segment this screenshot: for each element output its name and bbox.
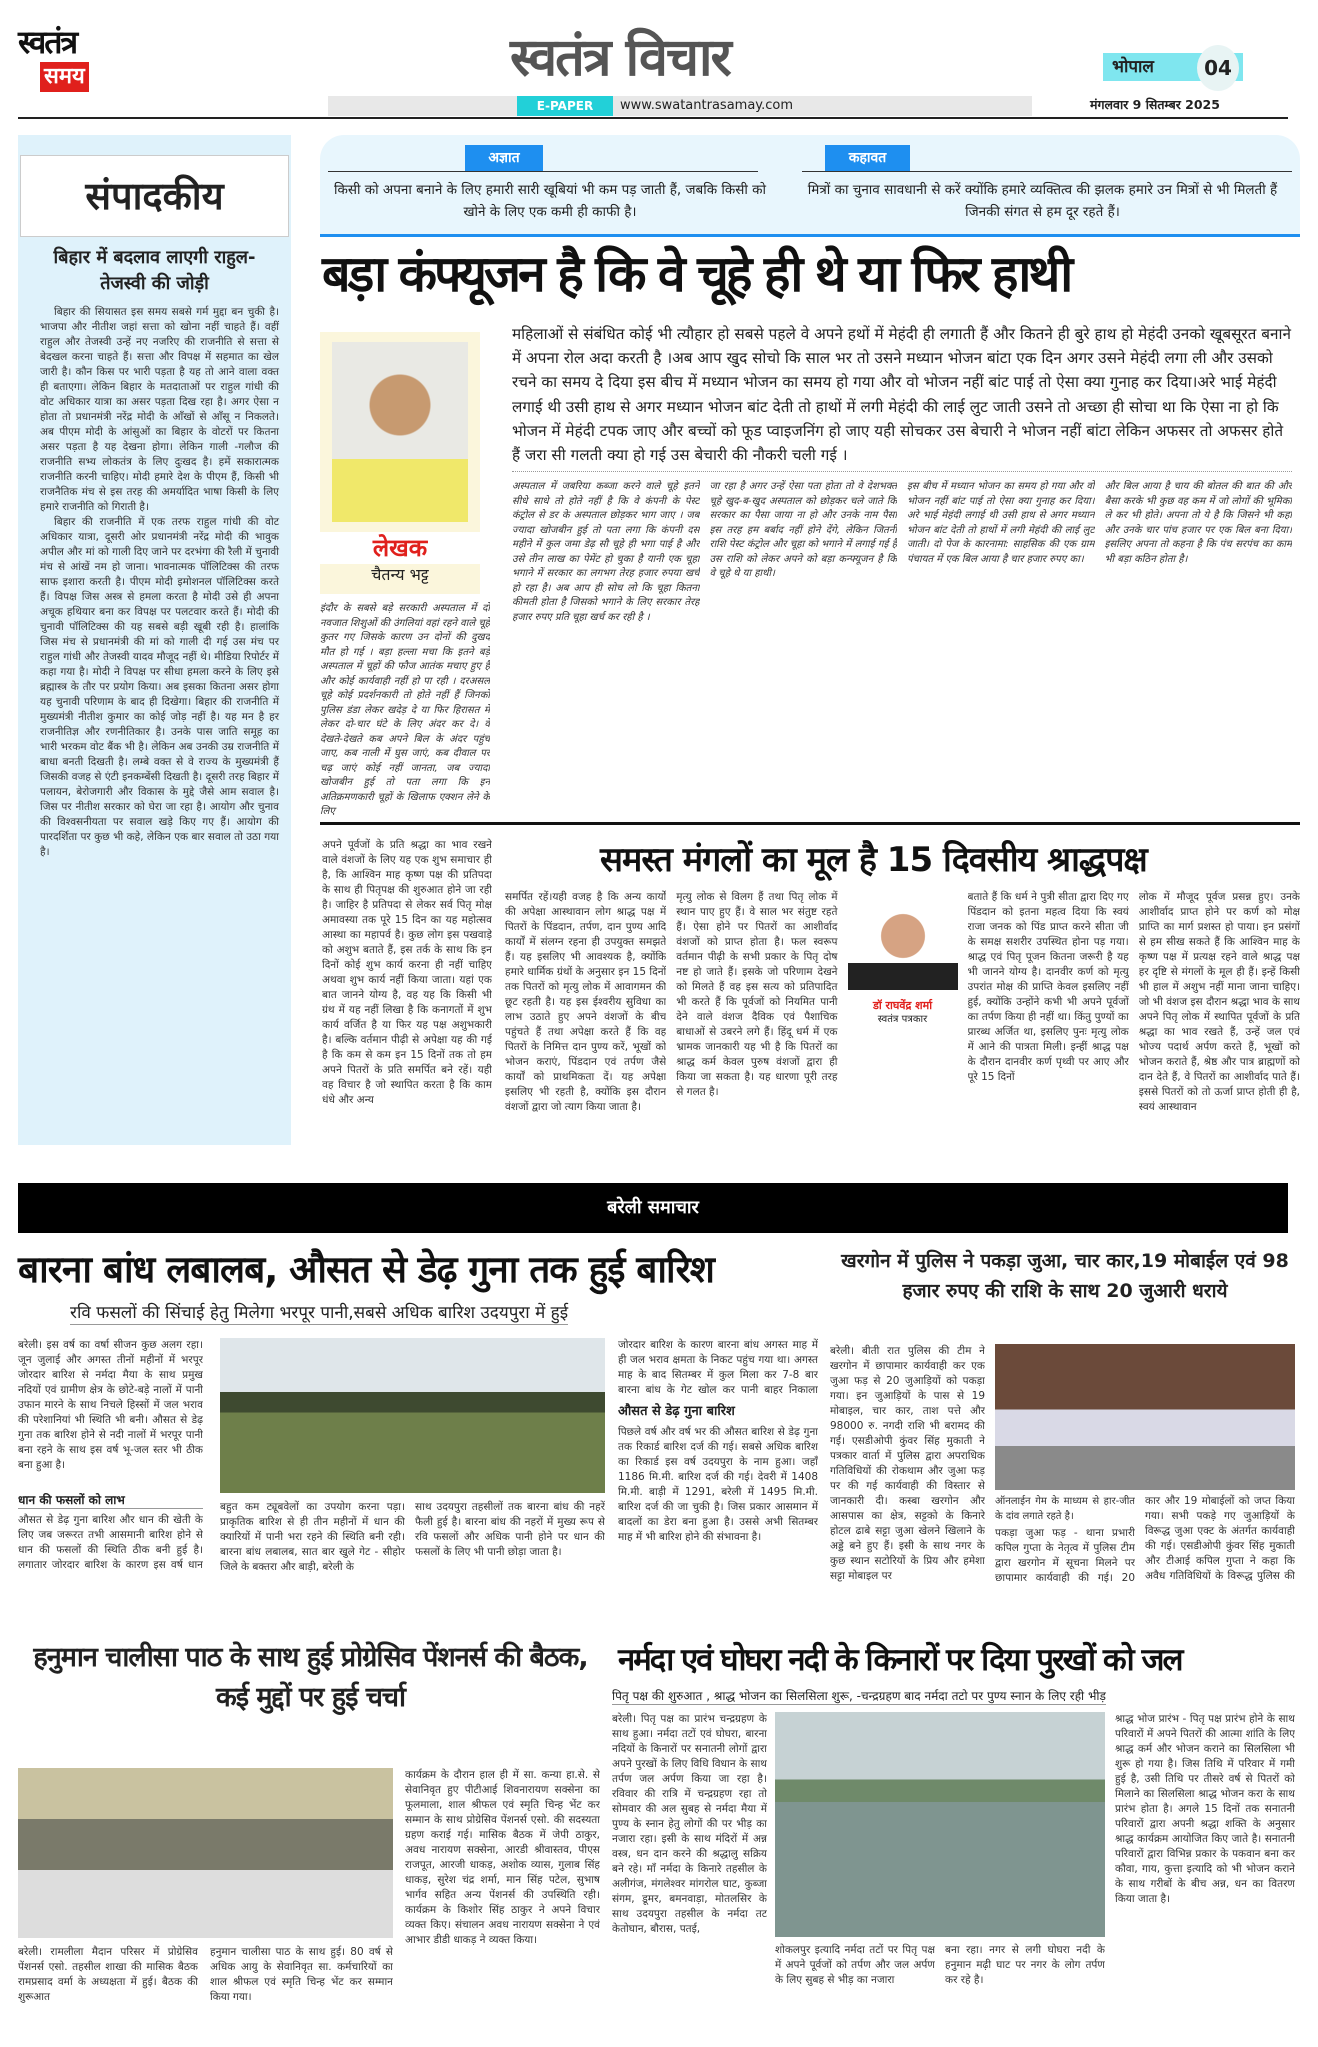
- photo-caption: शोकलपुर इत्यादि नर्मदा तटों पर पितृ पक्ष में अपने पूर्वजों को तर्पण और जल अर्पण के लिए सुबह से भीड़ का नजारा: [775, 1944, 935, 1986]
- edition-city: भोपाल: [1112, 57, 1154, 77]
- author-photo: [848, 900, 958, 990]
- river-bathing-photo: [775, 1712, 1105, 1937]
- photo-caption: बना रहा। नगर से लगी घोघरा नदी के हनुमान मढ़ी घाट पर नगर के लोग तर्पण कर रहे है।: [945, 1944, 1105, 1986]
- lead-column: अस्पताल में जबरिया कब्जा करने वाले चूहे इतने सीधे साधे तो होते नहीं है कि वे कंपनी के पेस्ट कंट्रोल से डर के अस्पताल छोड़कर भाग जाए । जब ज्यादा खोजबीन हुई तो पता लगा कि कंपनी दस महीने में कुल जमा डेढ़ सौ चूहे ही भगा पाई है और उसे तीन लाख का पेमेंट हो चुका है यानी एक चूहा भगाने में सरकार का लगभग तेरह हजार रुपया खर्च हो रहा है। अब आप ही सोच लो कि चूहा कितना कीमती होता है जिसको भगाने के लिए सरकार तेरह हजार रुपए प्रति चूहा खर्च कर रही है ।: [512, 481, 700, 623]
- epaper-badge: E-PAPER: [517, 96, 613, 116]
- narmada-body: बरेली। पितृ पक्ष का प्रारंभ चन्द्रग्रहण के साथ हुआ। नर्मदा तटों एवं घोघरा, बारना नदियों के किनारों पर सनातनी लोगों द्वारा अपने पुरखों के लिए विधि विधान के साथ तर्पण जल अर्पण किया जा रहा है। रविवार की रात्रि में चन्द्रग्रहण रहा तो सोमवार की अल सुबह से नर्मदा मैया में पुण्य के स्नान हेतु लोगों की पर भीड़ का नजारा रहा। इसी के साथ मंदिरों में अन्न वस्त्र, धन दान करने की श्रद्धालु सक्रिय बने रहे। माँ नर्मदा के किनारे तहसील के अलीगंज, मंगलेश्वर मांगरोल घाट, कुब्जा संगम, डूमर, बमनवाड़ा, मोतलसिर के साथ उदयपुरा तहसील के नर्मदा तट केतोघान, बौरास, पतई,: [612, 1713, 767, 1935]
- dam-photo: [220, 1338, 605, 1493]
- shraddh-headline: समस्त मंगलों का मूल है 15 दिवसीय श्राद्धपक्ष: [600, 840, 1147, 880]
- quote-box: [320, 135, 1300, 237]
- editorial-column: [18, 135, 291, 1145]
- shraddh-column: समर्पित रहें।यही वजह है कि अन्य कार्यों की अपेक्षा आस्थावान लोग श्राद्ध पक्ष में पितरों के पिंडदान, तर्पण, दान पुण्य आदि कार्यों में संलग्न रहना ही उपयुक्त समझते हैं। यह इसलिए भी आवश्यक है, क्योंकि हमारे धार्मिक ग्रंथों के अनुसार इन 15 दिनों तक पितरों को मृत्यु लोक में आवागमन की छूट रहती है। यह इस ईश्वरीय सुविधा का लाभ उठाते हुए अपने वंशजों के बीच पहुंचते हैं तथा अपेक्षा करते हैं कि वह पितरों के निमित्त दान पुण्य करें, भूखों को भोजन कराएं, पिंडदान एवं तर्पण जैसे कार्यों को प्राथमिकता दें। यह अपेक्षा इसलिए भी रहती है, क्योंकि इस दौरान वंशजों द्वारा जो त्याग किया जाता है।: [505, 891, 667, 1113]
- photo-caption: ऑनलाईन गेम के माध्यम से हार-जीत के दांव लगाते रहते है।: [995, 1496, 1135, 1522]
- author-name: चैतन्य भट्ट: [371, 565, 429, 584]
- barna-subhead: धान की फसलों को लाभ: [18, 1492, 203, 1509]
- lead-column: और बिल आया है चाय की बोतल की बात की और बैसा करके भी कुछ वह कम में जो लोगों की भूमिका ले कर भी होते। अपना तो ये है कि जिसने भी कहा और उनके चार पांच हजार पर एक बिल बना दिया। इसलिए अपना तो कहना है कि पंच सरपंच का काम भी बड़ा कठिन होता है।: [1104, 481, 1292, 565]
- editorial-headline: बिहार में बदलाव लाएगी राहुल-तेजस्वी की जोड़ी: [53, 247, 256, 294]
- masthead-rule: [18, 117, 1288, 119]
- quote-label-proverb: कहावत: [825, 145, 910, 171]
- masthead-logo: [18, 22, 108, 92]
- author-photo: [332, 342, 468, 522]
- barna-body: साथ उदयपुरा तहसीलों तक बारना बांध की नहरें फैली हुई है। बारना बांध की नहरों में मुख्य रूप से रवि फसलों और अधिक पानी होने पर धान की फसलों के लिए भी पानी छोड़ा जाता है।: [415, 1501, 605, 1558]
- khargone-body: कार और 19 मोबाईलों को जप्त किया गया। सभी पकड़े गए जुआड़ियों के विरूद्ध जुआ एक्ट के अंतर्गत कार्यवाही की गई। एसडीओपी कुंवर सिंह मुकाती और टीआई कपिल गुप्ता ने कहा कि अवैध गतिविधियों के विरूद्ध पुलिस की: [1145, 1495, 1295, 1582]
- shraddh-column: अपने पूर्वजों के प्रति श्रद्धा का भाव रखने वाले वंशजों के लिए यह एक शुभ समाचार ही है, कि आश्विन माह कृष्ण पक्ष की प्रतिपदा के साथ ही पितृपक्ष की शुरुआत होने जा रही है। जाहिर है प्रतिपदा से लेकर सर्व पितृ मोक्ष अमावस्या तक पूरे 15 दिन का यह महोत्सव आस्था का महापर्व है। कुछ लोग इस पखवाड़े को अशुभ बताते हैं, इस तर्क के साथ कि इन दिनों कोई शुभ कार्य करना ही नहीं चाहिए अथवा शुभ कार्य नहीं किया जाता। यहां एक बात जानने योग्य है, वह यह कि किसी भी ग्रंथ में यह नहीं लिखा है कि कनागतों में शुभ कार्य वर्जित है या फिर यह पक्ष अशुभकारी है। बल्कि वर्तमान पीढ़ी से अपेक्षा यह की गई है कि कम से कम इन 15 दिनों तक तो हम अपने पितरों के प्रति समर्पित बने रहें। यही वह विचार है जो स्थापित करता है कि काम धंधे और अन्य: [322, 839, 492, 1106]
- author-label: लेखक: [320, 532, 480, 564]
- barna-body: औसत से डेढ़ गुना बारिश और धान की खेती के लिए जब जरूरत तभी आसमानी बारिश होने से धान की फसलों की स्थिति ठीक बनी हुई है। लगातार जोरदार बारिश के कारण इस वर्ष धान: [18, 1514, 203, 1571]
- narmada-headline: नर्मदा एवं घोघरा नदी के किनारों पर दिया पुरखों को जल: [618, 1642, 1182, 1678]
- section-bar: [18, 1183, 1288, 1233]
- author-name: डॉ राघवेंद्र शर्मा: [872, 999, 933, 1012]
- website-link[interactable]: www.swatantrasamay.com: [620, 98, 794, 113]
- narmada-subheadline: पितृ पक्ष की शुरुआत , श्राद्ध भोजन का सिलसिला शुरू, -चन्द्रग्रहण बाद नर्मदा तटो पर पुण्य स्नान के लिए रही भीड़: [612, 1689, 1106, 1703]
- barna-body: पिछले वर्ष और वर्ष भर की औसत बारिश से डेढ़ गुना तक रिकार्ड बारिश दर्ज की गई। सबसे अधिक बारिश का रिकार्ड इस वर्ष उदयपुरा के नाम हुआ। जहाँ 1186 मि.मी. बारिश दर्ज की गई। देवरी में 1408 मि.मी. बाड़ी में 1291, बरेली में 1495 मि.मी. बारिश दर्ज की जा चुकी है। जिस प्रकार आसमान में बादलों का डेरा बना हुआ है। उससे अभी सितम्बर माह में भी बारिश होने की संभावना है।: [618, 1426, 818, 1543]
- barna-body: जोरदार बारिश के कारण बारना बांध अगस्त माह में ही जल भराव क्षमता के निकट पहुंच गया था। अगस्त माह के बाद सितम्बर में कुल मिला कर 7-8 बार बारना बांध के गेट खोल कर पानी बाहर निकाला: [618, 1339, 818, 1396]
- shraddh-column: लोक में मौजूद पूर्वज प्रसन्न हुए। उनके आशीर्वाद प्राप्त होने पर कर्ण को मोक्ष प्राप्ति का मार्ग प्रशस्त हो पाया। इन प्रसंगों से हम सीख सकते हैं कि आश्विन माह के कृष्ण पक्ष में प्रत्यक्ष रहने वाले श्राद्ध पक्ष हर दृष्टि से मंगलों के मूल ही हैं। इन्हें किसी भी हाल में अशुभ नहीं माना जाना चाहिए। जो भी वंशज इस दौरान श्रद्धा भाव के साथ अपने पितृ लोक में स्थापित पूर्वजों के प्रति श्रद्धा का भाव रखते हैं, उन्हें जल एवं भोज्य पदार्थ अर्पण करते हैं, भूखों को भोजन कराते हैं, श्रेष्ठ और पात्र ब्राह्मणों को दान देते हैं, वे पितरों का आशीर्वाद पाते हैं। इससे पितरों को तो ऊर्जा प्राप्त होती ही है, स्वयं आस्थावान: [1138, 891, 1300, 1113]
- author-photo-box: [320, 332, 480, 594]
- page-number: 04: [1197, 45, 1239, 91]
- barna-body: बहुत कम ट्यूबवेलों का उपयोग करना पड़ा। प्राकृतिक बारिश से ही तीन महीनों में धान की क्यारियों में पानी भरा रहने की स्थिति बनी रही। बारना बांध लबालब, सात बार खुले गेट - सीहोर जिले के बक्तरा और बाड़ी, बरेली के: [220, 1501, 405, 1573]
- hanuman-headline: हनुमान चालीसा पाठ के साथ हुई प्रोग्रेसिव पेंशनर्स की बैठक, कई मुद्दों पर हुई चर्चा: [33, 1642, 588, 1713]
- shraddh-column: मृत्यु लोक से विलग हैं तथा पितृ लोक में स्थान पाए हुए हैं। वे साल भर संतुष्ट रहते हैं। ऐसा होने पर पितरों का आशीर्वाद वंशजों को प्राप्त होता है। फल स्वरूप वर्तमान पीढ़ी के सभी प्रकार के पितृ दोष नष्ट हो जाते हैं। इसके जो परिणाम देखने को मिलते हैं वह इस सत्य को प्रतिपादित भी करते हैं कि पूर्वजों को नियमित पानी देने वाले वंशज दैविक एवं पैशाचिक बाधाओं से उबरने लगे हैं। हिंदू धर्म में एक भ्रामक जानकारी यह भी है कि पितरों का श्राद्ध कर्म केवल पुरुष वंशजों द्वारा ही किया जा सकता है। यह धारणा पूरी तरह से गलत है।: [676, 891, 838, 1098]
- quote-text: किसी को अपना बनाने के लिए हमारी सारी खूबियां भी कम पड़ जाती हैं, जबकि किसी को खोने के लिए एक कमी ही काफी है।: [333, 182, 767, 220]
- masthead-title: स्वतंत्र विचार: [510, 28, 730, 88]
- khargone-body: बरेली। बीती रात पुलिस की टीम ने खरगोन में छापामार कार्यवाही कर एक जुआ फड़ से 20 जुआड़ियों को पकड़ा गया। इन जुआड़ियों के पास से 19 मोबाइल, चार कार, ताश पत्ते और 98000 रु. नगदी राशि भी बरामद की गई। एसडीओपी कुंवर सिंह मुकाती ने पत्रकार वार्ता में पुलिस द्वारा अपराधिक गतिविधियों की रोकथाम और जुआ फड़ पर की गई कार्यवाही की विस्तार से जानकारी दी। कस्बा खरगोन और आसपास का क्षेत्र, सट्टको के किनारे होटल ढाबे सट्टा जुआ खेलने खिलाने के अड्डे बने हुए हैं। इसी के साथ नगर के कुछ स्थान सटोरियों के प्रिय और हमेशा सट्टा मोबाइल पर: [830, 1345, 985, 1582]
- hanuman-body: हनुमान चालीसा पाठ के साथ हुई। 80 वर्ष से अधिक आयु के सेवानिवृत सा. कर्मचारियों का शाल श्रीफल एवं स्मृति चिन्ह भेंट कर सम्मान किया गया।: [210, 1946, 393, 2003]
- hanuman-body: कार्यक्रम के दौरान हाल ही में सा. कन्या हा.से. से सेवानिवृत हुए पीटीआई शिवनारायण सक्सेना का फूलमाला, शाल श्रीफल एवं स्मृति चिन्ह भेंट कर सम्मान के साथ प्रोग्रेसिव पेंशनर्स एसो. की सदस्यता ग्रहण कराई गई। मासिक बैठक में जेपी ठाकुर, अवध नारायण सक्सेना, आरडी श्रीवास्तव, पीएस राजपूत, आरजी धाकड़, अशोक व्यास, गुलाब सिंह धाकड़, सुरेश चंद्र शर्मा, मान सिंह पटेल, सुभाष भार्गव सहित अन्य पेंशनर्स की उपस्थिति रही। कार्यक्रम के किशोर सिंह ठाकुर ने अपने विचार व्यक्त किए। संचालन अवध नारायण सक्सेना ने एवं आभार डीडी धाकड़ ने व्यक्त किया।: [405, 1769, 600, 1946]
- editorial-section-title: संपादकीय: [20, 155, 289, 237]
- barna-subhead: औसत से डेढ़ गुना बारिश: [618, 1404, 735, 1419]
- editorial-body: बिहार की राजनीति में एक तरफ राहुल गांधी की वोट अधिकार यात्रा, दूसरी ओर प्रधानमंत्री नरेंद्र मोदी की भावुक अपील और मां को गाली दिए जाने पर दरभंगा की रैली में चुनावी मंच से आंखें नम हो जाना। भावनात्मक पॉलिटिक्स की तरफ साफ इशारा करती है। पीएम मोदी इमोशनल पॉलिटिक्स करते हैं। विपक्ष जिस अस्त्र से हमला करता है मोदी उसे ही अपना अचूक हथियार बना कर विपक्ष पर पलटवार करते हैं। मोदी की चुनावी पॉलिटिक्स की यह सबसे बड़ी खूबी रही है। हालांकि जिस मंच से प्रधानमंत्री की मां को गाली दी गई उस मंच पर राहुल गांधी और तेजस्वी यादव मौजूद नहीं थे। मीडिया रिपोर्टर में कहा गया है। मोदी ने विपक्ष पर सीधा हमला करने के लिए इसे ब्रह्मास्त्र के तौर पर प्रयोग किया। अब इसका कितना असर होगा यह चुनावी परिणाम के बाद ही दिखेगा। बिहार की राजनीति में मुख्यमंत्री नीतीश कुमार का कोई जोड़ नहीं है। यह मन है हर राजनीतिज्ञ और रणनीतिकार है। उनके पास जाति समूह का भारी भरकम वोट बैंक भी है। लेकिन अब उनकी उम्र राजनीति में बाधा बनती दिखती है। लम्बे वक्त से वे राज्य के मुख्यमंत्री हैं जिसकी वजह से एंटी इनकम्बेंसी दिखती है। दूसरी तरह बिहार में पलायन, बेरोजगारी और विकास के मुद्दे जैसे आम सवाल है। जिस पर नीतीश सरकार को घेरा जा रहा है। आयोग और चुनाव की विश्वसनीयता पर सवाल खड़े किए गए हैं। आयोग की पारदर्शिता पर कुछ भी कहे, लेकिन एक बार सवाल तो उठा गया है।: [40, 516, 279, 858]
- barna-body: बरेली। इस वर्ष का वर्षा सीजन कुछ अलग रहा। जून जुलाई और अगस्त तीनों महीनों में भरपूर जोरदार बारिश से नर्मदा मैया के साथ प्रमुख नदियों एवं ग्रामीण क्षेत्र के छोटे-बड़े नालों में पानी उफान मारने के साथ निचले हिस्सों में जल भराव की परेशानियां भी स्थिति भी बनी। औसत से डेढ़ गुना तक बारिश होने से नदी नालों में भरपूर पानी बना रहने के साथ इस वर्ष भू-जल स्तर भी ठीक बना हुआ है।: [18, 1339, 203, 1471]
- logo-bottom: समय: [40, 62, 89, 92]
- shraddh-column: बताते हैं कि धर्म ने पुत्री सीता द्वारा दिए गए पिंडदान को इतना महत्व दिया कि स्वयं राजा जनक को पिंड प्राप्त करने सीता जी के समक्ष सशरीर उपस्थित होना पड़ गया। श्राद्ध एवं पितृ पूजन कितना जरूरी है यह भी जानने योग्य है। दानवीर कर्ण को मृत्यु उपरांत मोक्ष की प्राप्ति केवल इसलिए नहीं हुई, क्योंकि उन्होंने कभी भी अपने पूर्वजों का तर्पण किया ही नहीं था। किंतु पुण्यों का प्रारब्ध अर्जित था, इसलिए पुनः मृत्यु लोक में आने की पात्रता मिली। इन्हीं श्राद्ध पक्ष के दौरान दानवीर कर्ण पृथ्वी पर आए और पूरे 15 दिनों: [967, 891, 1129, 1083]
- pensioners-meeting-photo: [18, 1768, 393, 1938]
- khargone-body: पकड़ा जुआ फड़ - थाना प्रभारी कपिल गुप्ता के नेतृत्व में पुलिस टीम द्वारा खरगोन में सूचना मिलने पर छापामार कार्यवाही की गई। 20: [995, 1527, 1135, 1584]
- khargone-headline: खरगोन में पुलिस ने पकड़ा जुआ, चार कार,19 मोबाईल एवं 98 हजार रुपए की राशि के साथ 20 जुआरी धराये: [841, 1250, 1289, 1302]
- lead-headline: बड़ा कंफ्यूजन है कि वे चूहे ही थे या फिर हाथी: [322, 245, 1071, 303]
- police-seizure-photo: [995, 1344, 1295, 1490]
- logo-top: स्वतंत्र: [18, 23, 77, 61]
- barna-headline: बारना बांध लबालब, औसत से डेढ़ गुना तक हुई बारिश: [18, 1248, 714, 1291]
- lead-intro: महिलाओं से संबंधित कोई भी त्यौहार हो सबसे पहले वे अपने हथों में मेहंदी ही लगाती हैं और कितने ही बुरे हाथ हो मेहंदी उनको खूबसूरत बनाने में अपना रोल अदा करती है ।अब आप खुद सोचो कि साल भर तो उसने मध्यान भोजन बांटा एक दिन अगर उसने मेहंदी लगा ली और उसको रचने का समय दे दिया इस बीच में मध्यान भोजन का समय हो गया और वो भोजन नहीं बांट पाई तो ऐसा क्या गुनाह कर दिया।अरे भाई मेहंदी लगाई थी उसी हाथ से अगर मध्यान भोजन बांट देती तो हाथों में लगी मेहंदी की लाई लुट जाती उसने तो अच्छा ही सोचा था कि ऐसा ना हो कि भोजन में मेहंदी टपक जाए और बच्चों को फूड प्वाइजनिंग हो जाए यही सोचकर उस बेचारी ने भोजन नहीं बांटा लेकिन अफसर तो अफसर होते हैं जरा सी गलती क्या हो गई उस बेचारी की नौकरी चली गई ।: [512, 322, 1292, 472]
- section-title: बरेली समाचार: [607, 1197, 699, 1218]
- barna-subheadline: रवि फसलों की सिंचाई हेतु मिलेगा भरपूर पानी,सबसे अधिक बारिश उदयपुरा में हुई: [70, 1303, 569, 1323]
- quote-label-unknown: अज्ञात: [465, 145, 543, 171]
- lead-column: इस बीच में मध्यान भोजन का समय हो गया और वो भोजन नहीं बांट पाई तो ऐसा क्या गुनाह कर दिया। अरे भाई मेहंदी लगाई थी उसी हाथ से अगर मध्यान भोजन बांट देती तो हाथों में लगी मेहंदी की लाई लुट जाती। दो पेज के कारनामा: साहसिक की एक ग्राम पंचायत में एक बिल आया है चार हजार रुपए का।: [907, 481, 1095, 565]
- issue-date: मंगलवार 9 सितम्बर 2025: [1090, 97, 1220, 112]
- narmada-body: श्राद्ध भोज प्रारंभ - पितृ पक्ष प्रारंभ होने के साथ परिवारों में अपने पितरों की आत्मा शांति के लिए श्राद्ध कर्म और भोजन कराने का सिलसिला भी शुरू हो गया है। जिस तिथि में परिवार में गमी हुई है, उसी तिथि पर तीसरे वर्ष से पितरों को मिलाने का सिलसिला श्राद्ध भोजन करा के साथ प्रारंभ होता है। अगले 15 दिनों तक सनातनी परिवारों द्वारा अपनी श्रद्धा शक्ति के अनुसार श्राद्ध कार्यक्रम आयोजित किए जाते है। सनातनी परिवारों द्वारा विभिन्न प्रकार के पकवान बना कर कौवा, गाय, कुत्ता इत्यादि को भी भोजन कराने के साथ गरीबों के बीच अन्न, धन का वितरण किया जाता है।: [1115, 1713, 1295, 1905]
- editorial-body: बिहार की सियासत इस समय सबसे गर्म मुद्दा बन चुकी है। भाजपा और नीतीश जहां सत्ता को खोना नहीं चाहते हैं। वहीं राहुल और तेजस्वी उन्हें नए नजरिए की राजनीति से सत्ता से बेदखल करना चाहते हैं। सत्ता और विपक्ष में सहमात का खेल जारी है। कौन किस पर भारी पड़ता है यह तो आने वाला वक्त ही बताएगा। लेकिन बिहार के मतदाताओं पर राहुल गांधी की वोट अधिकार यात्रा का असर पड़ता दिख रहा है। अगर ऐसा न होता तो प्रधानमंत्री नरेंद्र मोदी के आँखों से आँसू न निकलते। अब पीएम मोदी के आंसुओं का बिहार के वोटरों पर कितना असर पड़ता है यह देखना होगा। लेकिन गाली -गलौज की राजनीति सभ्य लोकतंत्र के लिए दुःखद है। हमें सकारात्मक राजनीति करनी चाहिए। मोदी हमारे देश के पीएम हैं, किसी भी राजनैतिक मंच से इस तरह की अमर्यादित भाषा किसी के लिए हमारे राजनीति को गिराती है।: [40, 306, 279, 513]
- author-role: स्वतंत्र पत्रकार: [877, 1014, 928, 1025]
- hanuman-body: बरेली। रामलीला मैदान परिसर में प्रोग्रेसिव पेंशनर्स एसो. तहसील शाखा की मासिक बैठक रामप्रसाद वर्मा के अध्यक्षता में हुई। बैठक की शुरूआत: [18, 1946, 198, 2003]
- quote-text: मित्रों का चुनाव सावधानी से करें क्योंकि हमारे व्यक्तित्व की झलक हमारे उन मित्रों से भी मिलती हैं जिनकी संगत से हम दूर रहते हैं।: [807, 182, 1278, 220]
- lead-column: इंदौर के सबसे बड़े सरकारी अस्पताल में दो नवजात शिशुओं की उंगलियां वहां रहने वाले चूहे कुतर गए जिसके कारण उन दोनों की दुखद मौत हो गई । बड़ा हल्ला मचा कि इतने बड़े अस्पताल में चूहों की फौज आतंक मचाए हुए हैं और कोई कार्यवाही नहीं हो पा रही । दरअसल चूहे कोई प्रदर्शनकारी तो होते नहीं हैं जिनको पुलिस डंडा लेकर खदेड़ दे या फिर हिरासत में लेकर दो-चार घंटे के लिए अंदर कर दे। वे देखते-देखते कब अपने बिल के अंदर पहुंच जाए, कब नाली में घुस जाएं, कब दीवाल पर चढ़ जाएं कोई नहीं जानता, जब ज्यादा खोजबीन हुई तो पता लगा कि इन अतिक्रमणकारी चूहों के खिलाफ एक्शन लेने के लिए: [320, 603, 490, 817]
- lead-column: जा रहा है अगर उन्हें ऐसा पता होता तो वे देशभक्त चूहे खुद-ब-खुद अस्पताल को छोड़कर चले जाते कि सरकार का पैसा जाया ना हो और उनके नाम पैसा इस तरह हम बर्बाद नहीं होने देंगे, लेकिन जितनी राशि पेस्ट कंट्रोल और चूहा को भगाने में लगाई गई है उस राशि को लेकर अपने को बड़ा कन्फ्यूजन है कि वे चूहे थे या हाथी।: [709, 481, 897, 579]
